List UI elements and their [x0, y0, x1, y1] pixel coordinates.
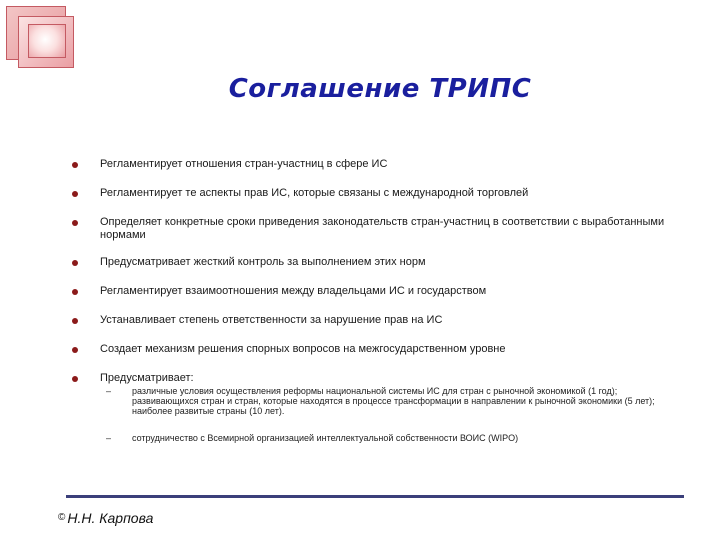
bullet-text: Регламентирует отношения стран-участниц в сфере ИС [100, 158, 388, 170]
bullet-dot-icon [72, 260, 78, 266]
bullet-text: Регламентирует те аспекты прав ИС, которые связаны с международной торговлей [100, 187, 529, 199]
bullet-dot-icon [72, 376, 78, 382]
author-name: Н.Н. Карпова [67, 510, 154, 526]
bullet-text: Создает механизм решения спорных вопросов на межгосударственном уровне [100, 343, 506, 355]
dash-marker: – [106, 386, 112, 396]
bullet-dot-icon [72, 289, 78, 295]
footer-author [58, 510, 153, 526]
bullet-dot-icon [72, 191, 78, 197]
bullet-dot-icon [72, 347, 78, 353]
bullet-dot-icon [72, 162, 78, 168]
footer-divider [66, 495, 684, 498]
dash-marker: – [106, 433, 112, 443]
sub-item-text: различные условия осуществления реформы национальной системы ИС для стран с рыночной экономикой (1 год); развивающихся стран и стран, которые находятся в процессе трансформации в направлении к рыночной экономики (5 лет); наиболее развитые страны (10 лет). [132, 386, 655, 416]
copyright-icon: © [58, 512, 66, 523]
bullet-text: Определяет конкретные сроки приведения законодательств стран-участниц в соответствии с выработанными нормами [100, 216, 665, 241]
bullet-dot-icon [72, 318, 78, 324]
bullet-text: Предусматривает жесткий контроль за выполнением этих норм [100, 256, 426, 268]
slide-title: Соглашение ТРИПС [228, 74, 532, 104]
bullet-text: Предусматривает: [100, 372, 194, 384]
bullet-text: Регламентирует взаимоотношения между владельцами ИС и государством [100, 285, 487, 297]
bullet-dot-icon [72, 220, 78, 226]
sub-item-text: сотрудничество с Всемирной организацией интеллектуальной собственности ВОИС (WIPO) [132, 433, 519, 443]
bullet-text: Устанавливает степень ответственности за нарушение прав на ИС [100, 314, 443, 326]
